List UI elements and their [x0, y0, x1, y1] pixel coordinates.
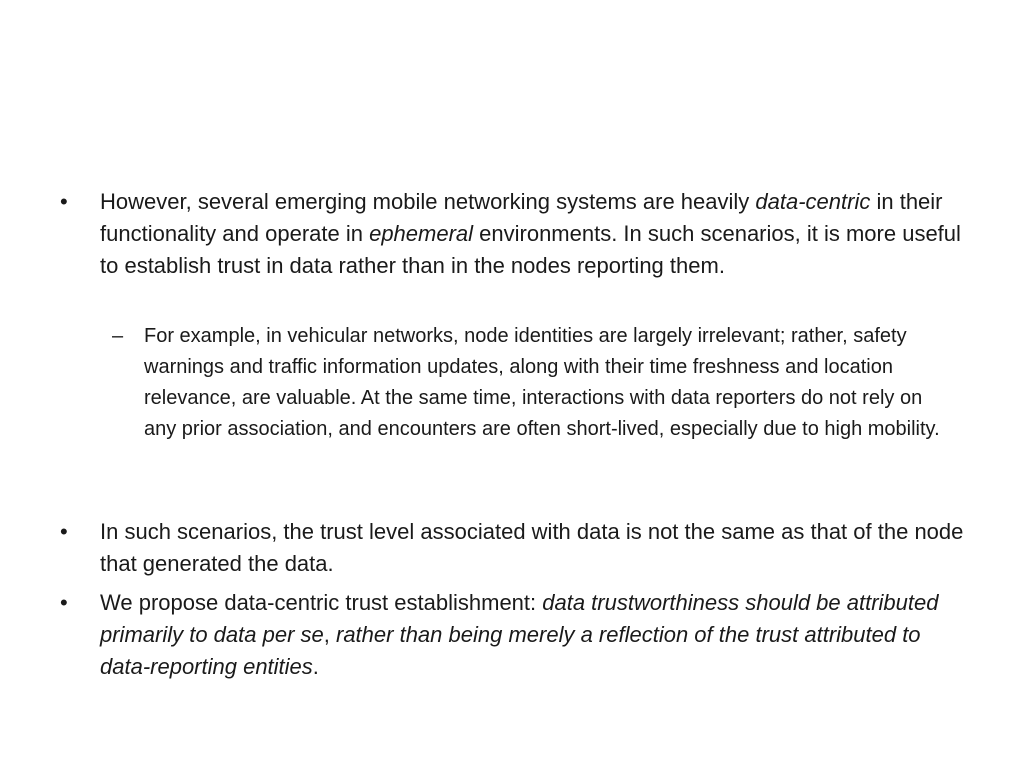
bullet-text-2: In such scenarios, the trust level associated with data is not the same as that of the node that generated the data. — [100, 519, 964, 576]
bullet1-text-part: However, several emerging mobile networking systems are heavily — [100, 189, 756, 214]
bullet3-emphasis-2: rather than being merely a reflection of the trust attributed to data-reporting entities — [100, 622, 921, 679]
bullet3-emphasis-1: data trustworthiness should be attributed primarily to data per se — [100, 590, 939, 647]
bullet-item-2 — [60, 516, 980, 580]
dash-bullet-icon: – — [112, 325, 124, 347]
sub-bullet-text-1: For example, in vehicular networks, node identities are largely irrelevant; rather, safety warnings and traffic information updates, along with their time freshness and location relevance, are valuable. At the same time, interactions with data reporters do not rely on any prior association, and encounters are often short-lived, especially due to high mobility. — [144, 325, 940, 440]
bullet-text-1 — [100, 186, 970, 282]
bullet-icon: • — [60, 519, 68, 544]
bullet-icon: • — [60, 189, 68, 214]
bullet3-text-part: We propose data-centric trust establishment: — [100, 590, 543, 615]
bullet1-emphasis-ephemeral: ephemeral — [369, 221, 474, 246]
bullet3-text-part: , — [323, 622, 336, 647]
bullet1-text-part: in their functionality and operate in — [100, 189, 943, 246]
bullet1-emphasis-data-centric: data-centric — [755, 189, 871, 214]
bullet-item-1 — [60, 186, 980, 282]
bullet-item-3 — [60, 587, 980, 683]
bullet1-text-part: environments. In such scenarios, it is more useful to establish trust in data rather than in the nodes reporting them. — [100, 221, 961, 278]
bullet3-text-part: . — [312, 654, 319, 679]
sub-bullet-item-1 — [112, 321, 962, 445]
bullet-icon: • — [60, 590, 68, 615]
bullet-text-3 — [100, 587, 970, 683]
